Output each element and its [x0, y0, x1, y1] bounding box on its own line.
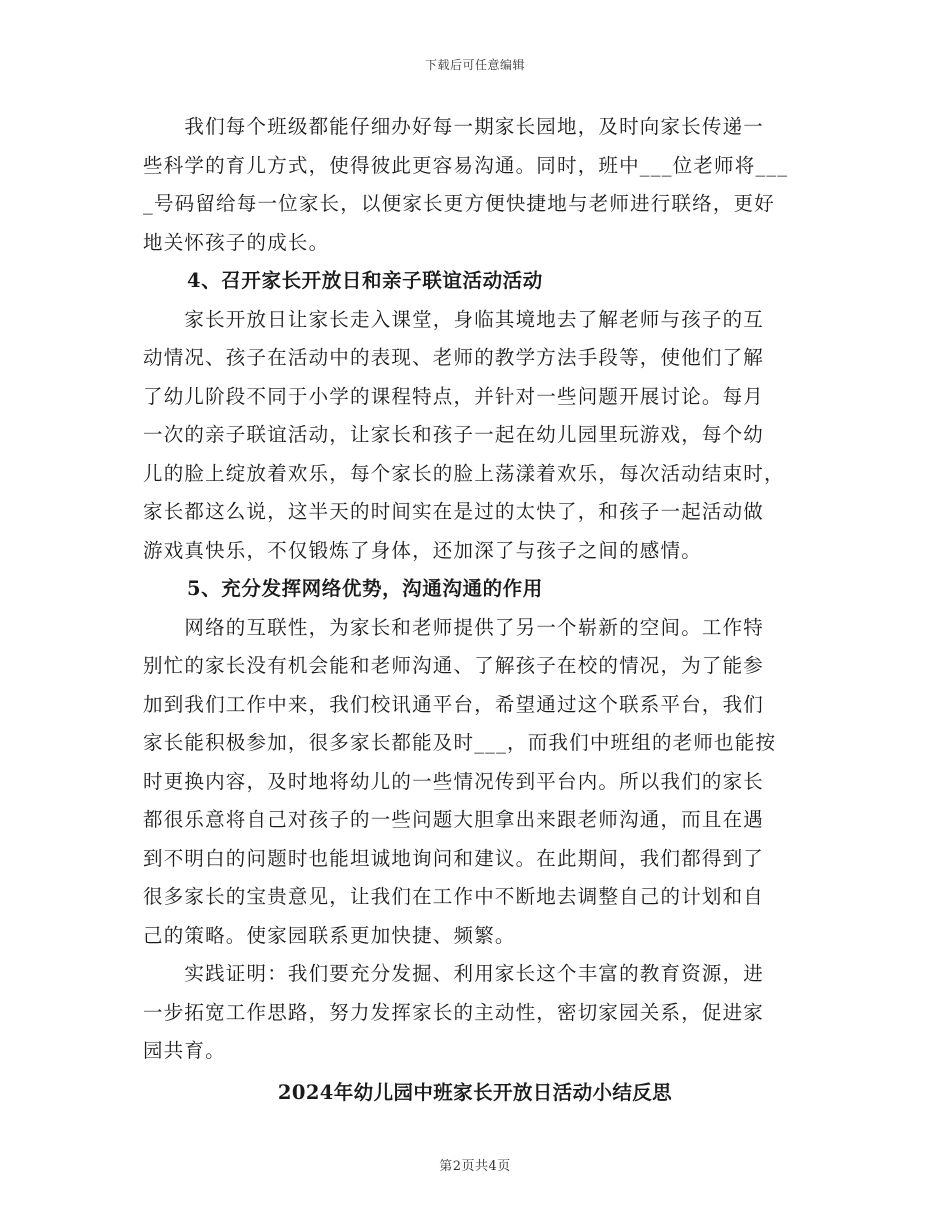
body-line: 很多家长的宝贵意见，让我们在工作中不断地去调整自己的计划和自: [143, 885, 765, 908]
body-line: 都很乐意将自己对孩子的一些问题大胆拿出来跟老师沟通，而且在遇: [143, 808, 765, 831]
body-line: 地关怀孩子的成长。: [143, 230, 330, 254]
body-line: 实践证明：我们要充分发掘、利用家长这个丰富的教育资源，进: [143, 962, 765, 985]
body-line: 家长都这么说，这半天的时间实在是过的太快了，和孩子一起活动做: [143, 500, 765, 523]
body-line: 家长开放日让家长走入课堂，身临其境地去了解老师与孩子的互: [143, 307, 765, 331]
page-header-note: 下载后可任意编辑: [424, 58, 525, 72]
body-line: 一步拓宽工作思路，努力发挥家长的主动性，密切家园关系，促进家: [143, 1000, 765, 1024]
body-line: 游戏真快乐，不仅锻炼了身体，还加深了与孩子之间的感情。: [143, 538, 702, 562]
body-line: 时更换内容，及时地将幼儿的一些情况传到平台内。所以我们的家长: [143, 769, 765, 793]
document-title: 2024年幼儿园中班家长开放日活动小结反思: [277, 1080, 673, 1104]
body-line: 我们每个班级都能仔细办好每一期家长园地，及时向家长传递一: [143, 115, 765, 138]
body-line: 别忙的家长没有机会能和老师沟通、了解孩子在校的情况，为了能参: [143, 654, 765, 677]
body-line: 一次的亲子联谊活动，让家长和孩子一起在幼儿园里玩游戏，每个幼: [143, 423, 765, 446]
body-line: 儿的脸上绽放着欢乐，每个家长的脸上荡漾着欢乐，每次活动结束时，: [143, 461, 785, 485]
body-line: 己的策略。使家园联系更加快捷、频繁。: [143, 923, 516, 947]
body-line: 家长能积极参加，很多家长都能及时___，而我们中班组的老师也能按: [143, 731, 777, 754]
body-line: 加到我们工作中来，我们校讯通平台，希望通过这个联系平台，我们: [143, 692, 765, 716]
page-number: 第2页共4页: [439, 1159, 511, 1174]
section-heading: 4、召开家长开放日和亲子联谊活动活动: [187, 269, 543, 292]
body-line: 些科学的育儿方式，使得彼此更容易沟通。同时，班中___位老师将___: [143, 153, 789, 177]
section-heading: 5、充分发挥网络优势，沟通沟通的作用: [187, 577, 543, 600]
body-line: 了幼儿阶段不同于小学的课程特点，并针对一些问题开展讨论。每月: [143, 384, 765, 408]
body-line: 网络的互联性，为家长和老师提供了另一个崭新的空间。工作特: [143, 615, 765, 639]
body-line: 到不明白的问题时也能坦诚地询问和建议。在此期间，我们都得到了: [143, 846, 765, 870]
body-line: 园共育。: [143, 1039, 226, 1062]
body-line: 动情况、孩子在活动中的表现、老师的教学方法手段等，使他们了解: [143, 346, 765, 369]
body-line: _号码留给每一位家长，以便家长更方便快捷地与老师进行联络，更好: [143, 192, 775, 215]
document-body: [143, 108, 807, 1112]
